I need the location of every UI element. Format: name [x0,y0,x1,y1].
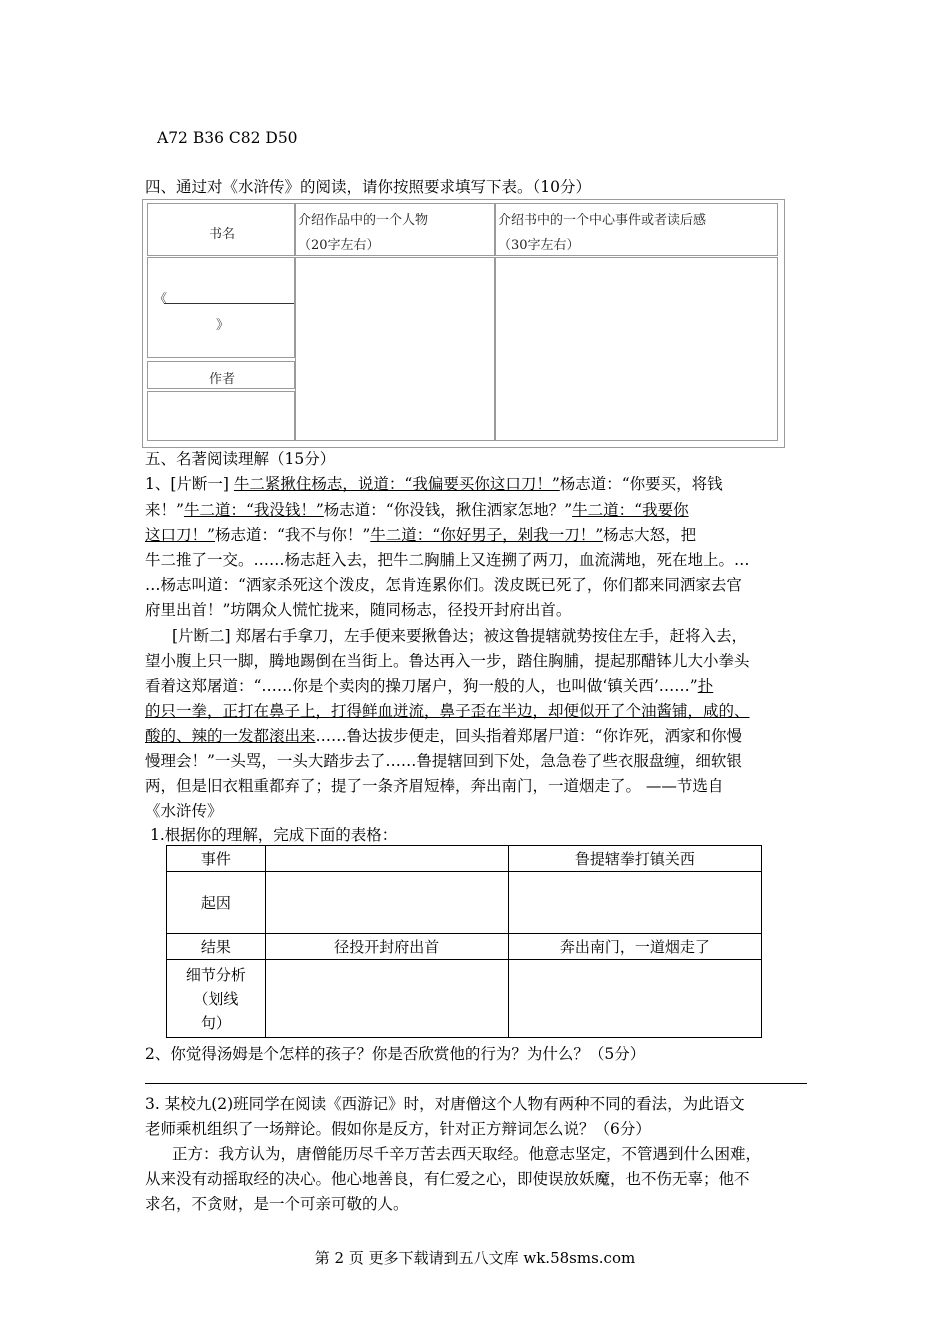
event-answer-cell[interactable] [495,257,778,441]
frag1-text: 杨志道：“我不与你！” [214,526,371,544]
frag2-line3 [145,676,810,696]
cause-col2-answer[interactable] [265,872,508,934]
frag1-text: 来！” [145,501,184,519]
book-title-blank[interactable] [164,303,294,304]
question1: 1.根据你的理解，完成下面的表格： [150,826,398,844]
frag1-line5: …杨志叫道：“洒家杀死这个泼皮，怎肯连累你们。泼皮既已死了，你们都来同洒家去官 [145,576,742,594]
underlined-sentence: 牛二道：“我要你 [572,501,689,519]
frag2-line1: [片断二] 郑屠右手拿刀，左手便来要揪鲁达；被这鲁提辖就势按住左手，赶将入去， [172,627,748,645]
result-col2: 径投开封府出首 [265,934,508,960]
analysis-table [166,845,762,1038]
result-col3: 奔出南门，一道烟走了 [508,934,761,960]
underlined-sentence: 酸的、辣的一发都滚出来 [145,727,316,745]
frag1-line4: 牛二推了一交。……杨志赶入去，把牛二胸脯上又连搠了两刀，血流满地，死在地上。… [145,551,750,569]
character-header-line1: 介绍作品中的一个人物 [298,213,429,228]
frag2-line6: 慢理会！”一头骂，一头大踏步去了……鲁提辖回到下处，急急卷了些衣服盘缠，细软银 [145,752,742,770]
event-col3-header: 鲁提辖拳打镇关西 [508,846,761,872]
book-name-header: 书名 [208,227,235,242]
frag1-text: 杨志道：“你没钱，揪住洒家怎地？” [323,501,573,519]
proposition-line3: 求名，不贪财，是一个可亲可敬的人。 [145,1195,409,1213]
book-title-cell [147,257,295,358]
underlined-sentence: 扑 [697,677,714,695]
author-answer-cell[interactable] [147,391,295,441]
frag1-line6: 府里出首！”坊隅众人慌忙拢来，随同杨志，径投开封府出首。 [145,601,572,619]
section4-title: 四、通过对《水浒传》的阅读，请你按照要求填写下表。（10分） [145,178,591,196]
detail-label [167,960,266,1038]
underlined-sentence: 牛二道：“我没钱！” [183,501,324,519]
frag2-line7: 两，但是旧衣粗重都弃了；提了一条齐眉短棒，奔出南门，一道烟走了。 ——节选自 [145,777,724,795]
author-label: 作者 [208,372,235,387]
frag2-text: ……鲁达拔步便走，回头指着郑屠尸道：“你诈死，洒家和你慢 [315,727,742,745]
section5-title: 五、名著阅读理解（15分） [145,450,336,468]
proposition-line2: 从来没有动摇取经的决心。他心地善良，有仁爱之心，即使误放妖魔，也不伤无辜；他不 [145,1170,750,1188]
frag2-line8: 《水浒传》 [145,802,223,820]
result-label: 结果 [167,934,266,960]
author-label-cell [147,361,295,389]
page-footer: 第 2 页 更多下载请到五八文库 wk.58sms.com [314,1249,636,1267]
frag2-line4 [145,701,810,721]
reading-table [142,199,785,448]
cause-col3-answer[interactable] [508,872,761,934]
event-col2-header[interactable] [265,846,508,872]
book-open-bracket: 《 [154,292,168,307]
frag1-line2 [145,500,810,520]
event-header: 事件 [167,846,266,872]
event-header-line2: （30字左右） [498,238,580,253]
detail-col3-answer[interactable] [508,960,761,1038]
character-header-line2: （20字左右） [298,238,380,253]
frag2-line5 [145,726,810,746]
question2: 2、你觉得汤姆是个怎样的孩子？你是否欣赏他的行为？为什么？（5分） [145,1045,646,1063]
detail-label-line1: 细节分析 [185,965,246,984]
detail-label-line2: （划线 [193,989,239,1008]
detail-label-line3: 句） [200,1013,231,1032]
underlined-sentence: 这口刀！” [145,526,215,544]
detail-col2-answer[interactable] [265,960,508,1038]
book-close-bracket: 》 [216,318,230,333]
book-name-header-cell [147,203,295,256]
proposition-line1: 正方：我方认为，唐僧能历尽千辛万苦去西天取经。他意志坚定，不管遇到什么困难， [172,1145,762,1163]
question3-line2: 老师乘机组织了一场辩论。假如你是反方，针对正方辩词怎么说？（6分） [145,1120,651,1138]
cause-label: 起因 [167,872,266,934]
character-header-cell [295,203,495,256]
event-header-cell [495,203,778,256]
event-header-line1: 介绍书中的一个中心事件或者读后感 [498,213,707,228]
frag2-text: 看着这郑屠道：“……你是个卖肉的操刀屠户，狗一般的人，也叫做‘镇关西’……” [145,677,698,695]
question3-line1: 3. 某校九(2)班同学在阅读《西游记》时，对唐僧这个人物有两种不同的看法，为此语文 [145,1095,745,1113]
answer-options: A72 B36 C82 D50 [157,129,298,147]
frag1-line3 [145,525,810,545]
frag1-text: 杨志大怒，把 [603,526,697,544]
frag2-line2: 望小腹上只一脚，腾地踢倒在当街上。鲁达再入一步，踏住胸脯，提起那醋钵儿大小拳头 [145,652,750,670]
answer-line[interactable] [145,1083,807,1084]
frag1-line1 [145,474,810,494]
underlined-sentence: 牛二道：“你好男子，剁我一刀！” [370,526,604,544]
frag1-text: 杨志道：“你要买，将钱 [559,475,723,493]
underlined-sentence: 牛二紧揪住杨志，说道：“我偏要买你这口刀！” [233,475,560,493]
underlined-sentence: 的只一拳，正打在鼻子上，打得鲜血迸流，鼻子歪在半边，却便似开了个油酱铺，咸的、 [145,702,750,720]
character-answer-cell[interactable] [295,257,495,441]
frag1-label: 1、[片断一] [145,475,234,493]
